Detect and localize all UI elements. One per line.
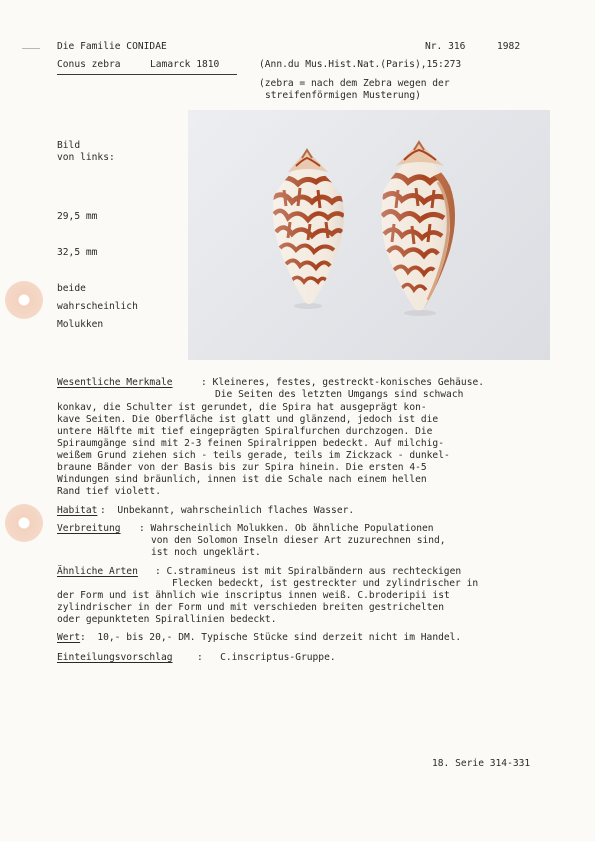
wert-label: Wert [57,632,81,643]
molukken-label: Molukken [57,319,104,330]
merkmale-label: Wesentliche Merkmale [57,377,173,388]
bild-label: Bild [57,140,81,151]
merkmale-line: Spiraumgänge sind mit 2-3 feinen Spiralrippen bedeckt. Auf milchig- [57,438,444,449]
etymology-line-2: streifenförmigen Musterung) [265,90,421,101]
wert-text: : 10,- bis 20,- DM. Typische Stücke sind derzeit nicht im Handel. [80,632,462,643]
verbreitung-line: ist noch ungeklärt. [151,547,261,558]
wahrscheinlich-label: wahrscheinlich [57,301,138,312]
family-title: Die Familie CONIDAE [57,41,167,52]
etymology-line-1: (zebra = nach dem Zebra wegen der [259,78,450,89]
arten-line: oder gepunkteten Spirallinien bedeckt. [57,614,277,625]
habitat-text: : Unbekannt, wahrscheinlich flaches Wasser. [100,505,355,516]
species-underline [57,74,237,75]
shell-photo [188,110,550,360]
margin-mark [22,48,40,49]
size-2: 32,5 mm [57,247,98,258]
cone-shells-icon [188,110,550,360]
reference: (Ann.du Mus.Hist.Nat.(Paris),15:273 [259,59,462,70]
merkmale-line: kave Seiten. Die Oberfläche ist glatt und glänzend, jedoch ist die [57,414,439,425]
merkmale-line: : Kleineres, festes, gestreckt-konisches Gehäuse. [201,377,485,388]
merkmale-line: Windungen sind bräunlich, innen ist die Schale nach einem hellen [57,474,427,485]
merkmale-line: weißem Grund ziehen sich - teils gerade, teils im Zickzack - dunkel- [57,450,450,461]
series-footer: 18. Serie 314-331 [432,758,531,769]
arten-label: Ähnliche Arten [57,566,138,577]
merkmale-line: Rand tief violett. [57,486,161,497]
verbreitung-line: : Wahrscheinlich Molukken. Ob ähnliche Populationen [139,523,434,534]
verbreitung-label: Verbreitung [57,523,121,534]
arten-line: Flecken bedeckt, ist gestreckter und zylindrischer in [172,578,479,589]
catalog-year: 1982 [497,41,521,52]
einteilung-label: Einteilungsvorschlag [57,652,173,663]
punch-hole-top [5,281,43,319]
beide-label: beide [57,283,86,294]
verbreitung-line: von den Solomon Inseln dieser Art zuzurechnen sind, [151,535,446,546]
merkmale-line: Die Seiten des letzten Umgangs sind schwach [215,389,464,400]
von-links-label: von links: [57,152,115,163]
einteilung-text: : C.inscriptus-Gruppe. [197,652,336,663]
merkmale-line: braune Bänder von der Basis bis zur Spira hinein. Die ersten 4-5 [57,462,427,473]
habitat-label: Habitat [57,505,98,516]
catalog-number: Nr. 316 [425,41,466,52]
species-author: Lamarck 1810 [150,59,220,70]
size-1: 29,5 mm [57,211,98,222]
merkmale-line: untere Hälfte mit tief eingeprägten Spiralfurchen durchzogen. Die [57,426,433,437]
arten-line: zylindrischer in der Form und mit verschieden breiten gestrichelten [57,602,444,613]
merkmale-line: konkav, die Schulter ist gerundet, die Spira hat ausgeprägt kon- [57,402,427,413]
punch-hole-bottom [5,504,43,542]
arten-line: : C.stramineus ist mit Spiralbändern aus rechteckigen [155,566,462,577]
species-name: Conus zebra [57,59,121,70]
arten-line: der Form und ist ähnlich wie inscriptus innen weiß. C.broderipii ist [57,590,450,601]
